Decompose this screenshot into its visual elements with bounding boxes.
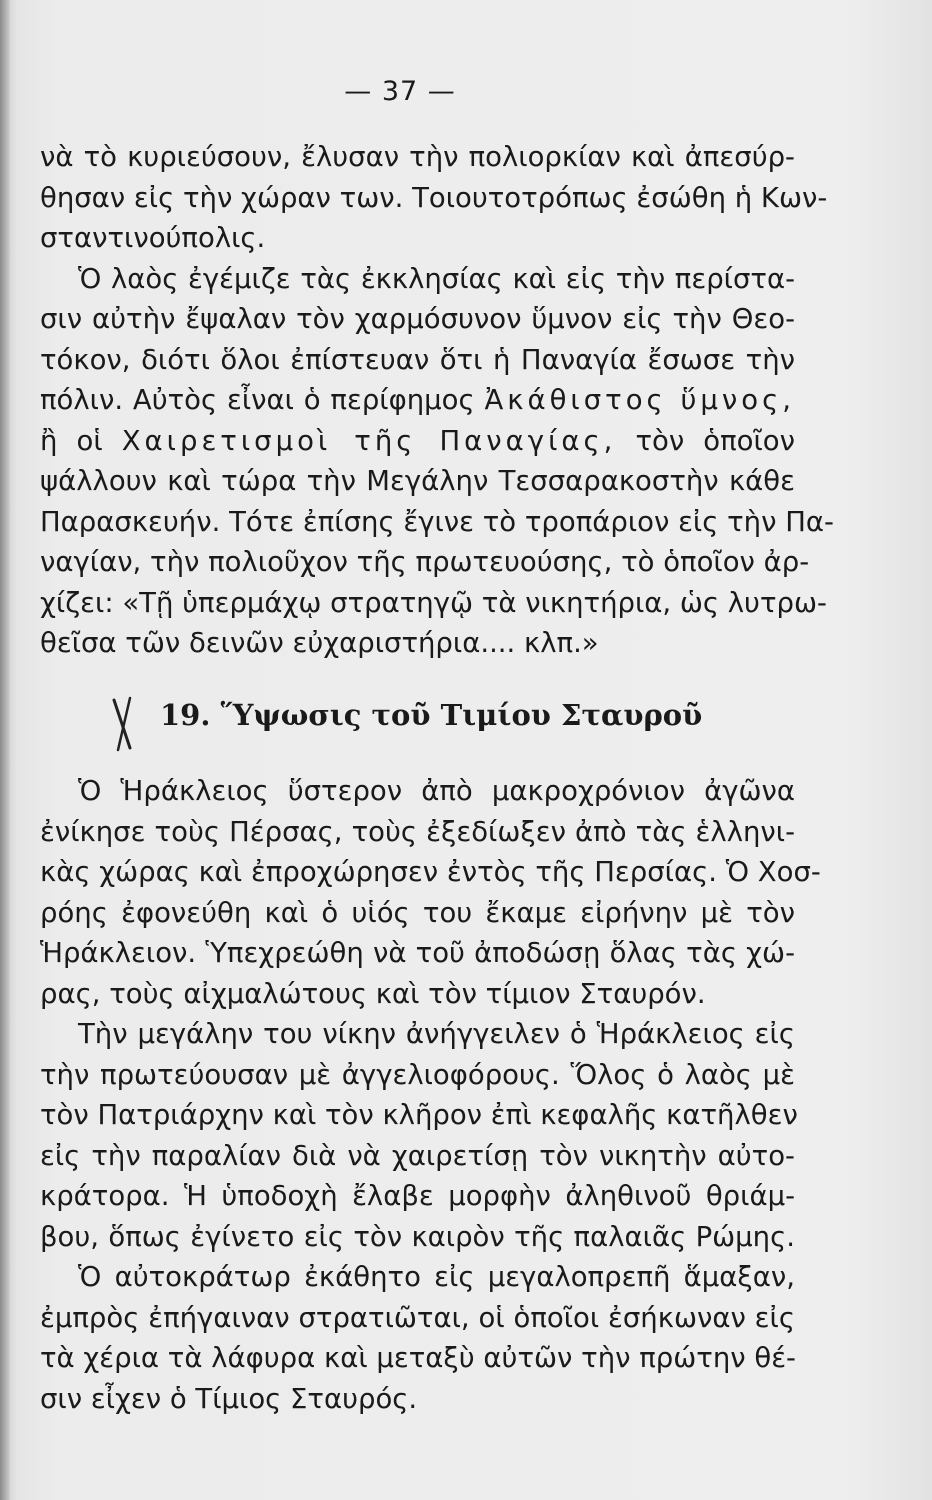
text-line-mixed	[40, 421, 795, 462]
text-line: Ἡράκλειον. Ὑπεχρεώθη νὰ τοῦ ἀποδώσῃ ὅλας τὰς χώ-	[40, 937, 795, 969]
text-line: τὸν Πατριάρχην καὶ τὸν κλῆρον ἐπὶ κεφαλῆς κατῆλθεν	[40, 1099, 798, 1131]
text-line: τὰ χέρια τὰ λάφυρα καὶ μεταξὺ αὐτῶν τὴν πρώτην θέ-	[40, 1342, 796, 1374]
section-heading	[160, 698, 720, 732]
text-line: τὴν πρωτεύουσαν μὲ ἀγγελιοφόρους. Ὅλος ὁ λαὸς μὲ	[40, 1058, 795, 1091]
emphasized-greetings-name: Χαιρετισμοὶ τῆς Παναγίας,	[121, 424, 617, 457]
text-line: θεῖσα τῶν δεινῶν εὐχαριστήρια.... κλπ.»	[40, 627, 599, 659]
text-line: ναγίαν, τὴν πολιοῦχον τῆς πρωτευούσης, τὸ ὁποῖον ἀρ-	[40, 546, 810, 578]
text-line: σιν εἶχεν ὁ Τίμιος Σταυρός.	[40, 1382, 418, 1415]
text-line: Παρασκευήν. Τότε ἐπίσης ἔγινε τὸ τροπάριον εἰς τὴν Πα-	[40, 505, 834, 538]
text-line: κὰς χώρας καὶ ἐπροχώρησεν ἐντὸς τῆς Περσίας. Ὁ Χοσ-	[40, 856, 821, 888]
text-line: Ὁ λαὸς ἐγέμιζε τὰς ἐκκλησίας καὶ εἰς τὴν περίστα-	[78, 262, 795, 295]
text-line: εἰς τὴν παραλίαν διὰ νὰ χαιρετίσῃ τὸν νικητὴν αὐτο-	[40, 1139, 795, 1172]
text-line: Τὴν μεγάλην του νίκην ἀνήγγειλεν ὁ Ἡράκλειος εἰς	[78, 1018, 795, 1050]
text-section-b	[40, 771, 821, 1419]
text-line: κράτορα. Ἡ ὑποδοχὴ ἔλαβε μορφὴν ἀληθινοῦ θριάμ-	[40, 1180, 795, 1212]
text-line: ἐνίκησε τοὺς Πέρσας, τοὺς ἐξεδίωξεν ἀπὸ τὰς ἑλληνι-	[40, 815, 795, 848]
emphasized-hymn-name: Ἀκάθιστος ὕμνος,	[484, 384, 795, 416]
text-line: ρόης ἐφονεύθη καὶ ὁ υἱός του ἔκαμε εἰρήνην μὲ τὸν	[40, 896, 795, 929]
text-line: σιν αὐτὴν ἔψαλαν τὸν χαρμόσυνον ὕμνον εἰς τὴν Θεο-	[40, 303, 795, 335]
text-fragment: ἢ οἱ	[40, 424, 103, 457]
text-line: Ὁ Ἡράκλειος ὕστερον ἀπὸ μακροχρόνιον ἀγῶνα	[78, 775, 795, 807]
text-line: ἐμπρὸς ἐπήγαιναν στρατιῶται, οἱ ὁποῖοι ἐσήκωναν εἰς	[40, 1301, 795, 1334]
text-line: νὰ τὸ κυριεύσουν, ἔλυσαν τὴν πολιορκίαν καὶ ἀπεσύρ-	[40, 141, 795, 173]
text-line: ρας, τοὺς αἰχμαλώτους καὶ τὸν τίμιον Σταυρόν.	[40, 977, 706, 1010]
section-title: Ὕψωσις τοῦ Τιμίου Σταυροῦ	[220, 698, 703, 732]
text-line: βου, ὅπως ἐγίνετο εἰς τὸν καιρὸν τῆς παλαιᾶς Ρώμης.	[40, 1220, 795, 1253]
page-number: — 37 —	[344, 76, 456, 107]
text-line: τόκον, διότι ὅλοι ἐπίστευαν ὅτι ἡ Παναγία ἔσωσε τὴν	[40, 343, 795, 376]
page-binding-edge	[0, 0, 10, 1500]
text-line: Ὁ αὐτοκράτωρ ἐκάθητο εἰς μεγαλοπρεπῆ ἅμαξαν,	[78, 1261, 795, 1293]
text-fragment: πόλιν. Αὐτὸς εἶναι ὁ περίφημος	[40, 384, 475, 416]
text-line: ψάλλουν καὶ τώρα τὴν Μεγάλην Τεσσαρακοστὴν κάθε	[40, 465, 795, 497]
text-line: χίζει: «Τῇ ὑπερμάχῳ στρατηγῷ τὰ νικητήρια, ὡς λυτρω-	[40, 586, 827, 619]
text-section-a	[40, 137, 834, 664]
text-line: θησαν εἰς τὴν χώραν των. Τοιουτοτρόπως ἐσώθη ἡ Κων-	[40, 181, 828, 214]
handwritten-x-mark	[108, 694, 138, 754]
text-line-mixed	[40, 380, 795, 421]
text-fragment: τὸν ὁποῖον	[635, 424, 795, 457]
section-number: 19.	[160, 698, 211, 732]
text-line: σταντινούπολις.	[40, 222, 266, 254]
